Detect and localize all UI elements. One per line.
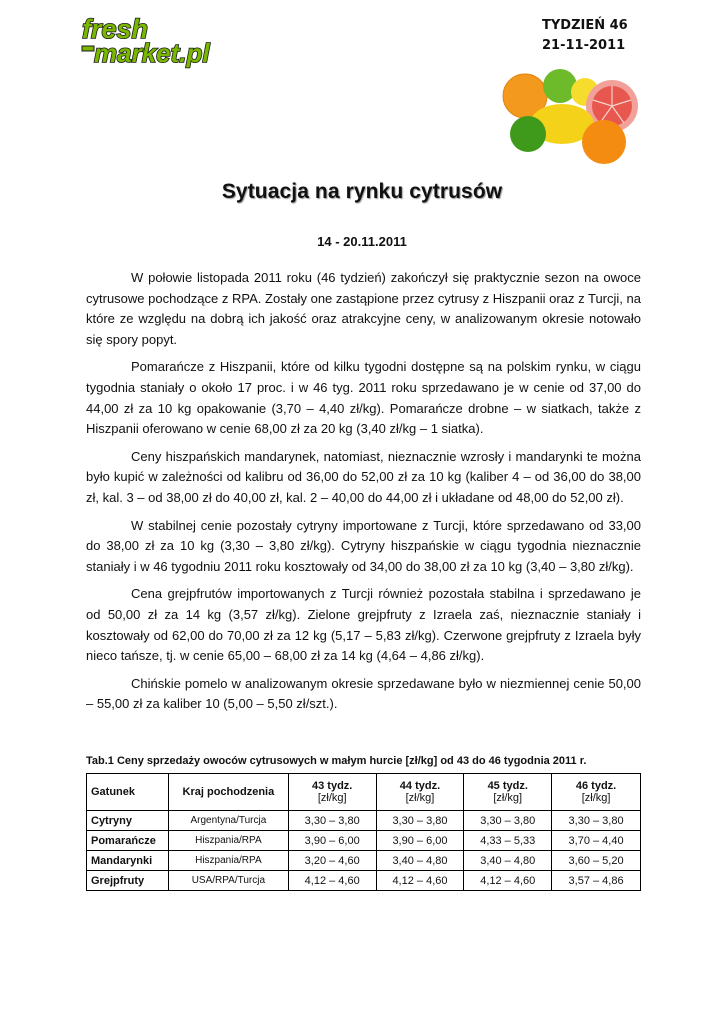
header-week-45: 45 tydz. [zł/kg] bbox=[464, 774, 552, 811]
table-caption: Tab.1 Ceny sprzedaży owoców cytrusowych w małym hurcie [zł/kg] od 43 do 46 tygodnia 2011 r. bbox=[86, 755, 587, 767]
header-week-43: 43 tydz. [zł/kg] bbox=[288, 774, 376, 811]
cell-price: 3,40 – 4,80 bbox=[464, 851, 552, 871]
report-period: 14 - 20.11.2011 bbox=[317, 234, 407, 249]
fresh-market-logo bbox=[80, 14, 230, 70]
logo-text-top: fresh bbox=[82, 14, 149, 44]
week-date: 21-11-2011 bbox=[542, 38, 626, 53]
cell-price: 4,12 – 4,60 bbox=[288, 871, 376, 891]
cell-price: 3,30 – 3,80 bbox=[464, 811, 552, 831]
table-row bbox=[87, 811, 641, 831]
lime-top-icon bbox=[543, 69, 577, 103]
cell-gatunek: Grejpfruty bbox=[87, 871, 169, 891]
cell-gatunek: Pomarańcze bbox=[87, 831, 169, 851]
price-table bbox=[86, 773, 641, 891]
cell-price: 3,20 – 4,60 bbox=[288, 851, 376, 871]
cell-price: 3,30 – 3,80 bbox=[376, 811, 464, 831]
cell-price: 4,12 – 4,60 bbox=[376, 871, 464, 891]
logo-dash bbox=[82, 46, 94, 51]
week-block bbox=[542, 16, 628, 56]
cell-price: 3,90 – 6,00 bbox=[288, 831, 376, 851]
table-row bbox=[87, 851, 641, 871]
cell-price: 3,70 – 4,40 bbox=[552, 831, 641, 851]
table-header-row bbox=[87, 774, 641, 811]
paragraph-2: Pomarańcze z Hiszpanii, które od kilku tygodni dostępne są na polskim rynku, w ciągu tygodnia staniały o około 17 proc. i w 46 tyg. 2011 roku sprzedawano je w cenie od 37,00 do 44,00 zł za 10 kg opakowanie (3,70 – 4,40 zł/kg). Pomarańcze drobne – w siatkach, także z Hiszpanii oferowano w cenie 68,00 zł za 20 kg (3,40 zł/kg – 1 siatka). bbox=[86, 359, 641, 437]
week-label: TYDZIEŃ 46 bbox=[542, 18, 628, 33]
orange-bottom-icon bbox=[582, 120, 626, 164]
header-week-46: 46 tydz. [zł/kg] bbox=[552, 774, 641, 811]
article-body bbox=[86, 268, 641, 722]
header-week-44: 44 tydz. [zł/kg] bbox=[376, 774, 464, 811]
paragraph-4: W stabilnej cenie pozostały cytryny importowane z Turcji, które sprzedawano od 33,00 do 38,00 zł za 10 kg (3,30 – 3,80 zł/kg). Cytryny hiszpańskie w ciągu tygodnia nieznacznie staniały i w 46 tygodniu 2011 roku kosztowały od 34,00 do 38,00 zł za 10 kg (3,40 – 3,80 zł/kg). bbox=[86, 517, 641, 574]
header-kraj: Kraj pochodzenia bbox=[168, 774, 288, 811]
page-title: Sytuacja na rynku cytrusów bbox=[221, 180, 503, 203]
paragraph-1: W połowie listopada 2011 roku (46 tydzień) zakończył się praktycznie sezon na owoce cytrusowe pochodzące z RPA. Zostały one zastąpione przez cytrusy z Hiszpanii oraz z Turcji, na które ze względu na dobrą ich jakość oraz atrakcyjne ceny, w analizowanym okresie notowało się spory popyt. bbox=[86, 270, 641, 347]
lime-bottom-icon bbox=[510, 116, 546, 152]
cell-price: 3,40 – 4,80 bbox=[376, 851, 464, 871]
cell-kraj: Argentyna/Turcja bbox=[168, 811, 288, 831]
citrus-fruit-illustration bbox=[500, 66, 640, 166]
header-gatunek: Gatunek bbox=[87, 774, 169, 811]
paragraph-3: Ceny hiszpańskich mandarynek, natomiast, nieznacznie wzrosły i mandarynki te można było kupić w zależności od kalibru od 36,00 do 52,00 zł za 10 kg (kaliber 4 – od 36,00 do 38,00 zł, kal. 3 – od 38,00 zł do 40,00 zł, kal. 2 – 40,00 do 44,00 zł i układane od 48,00 do 52,00 zł). bbox=[86, 448, 641, 505]
cell-price: 4,12 – 4,60 bbox=[464, 871, 552, 891]
cell-price: 3,90 – 6,00 bbox=[376, 831, 464, 851]
cell-kraj: Hiszpania/RPA bbox=[168, 851, 288, 871]
cell-price: 4,33 – 5,33 bbox=[464, 831, 552, 851]
paragraph-5: Cena grejpfrutów importowanych z Turcji również pozostała stabilna i sprzedawano je od 50,00 zł za 14 kg (3,57 zł/kg). Zielone grejpfruty z Izraela zaś, nieznacznie staniały i kosztowały od 62,00 do 70,00 zł za 12 kg (5,17 – 5,83 zł/kg). Czerwone grejpfruty z Izraela były nieco tańsze, tj. w cenie 65,00 – 68,00 zł za 14 kg (4,64 – 4,86 zł/kg). bbox=[86, 586, 641, 664]
cell-price: 3,60 – 5,20 bbox=[552, 851, 641, 871]
table-row bbox=[87, 871, 641, 891]
cell-gatunek: Mandarynki bbox=[87, 851, 169, 871]
logo-text-bottom: market.pl bbox=[94, 38, 210, 68]
cell-price: 3,30 – 3,80 bbox=[552, 811, 641, 831]
cell-kraj: USA/RPA/Turcja bbox=[168, 871, 288, 891]
table-row bbox=[87, 831, 641, 851]
cell-price: 3,57 – 4,86 bbox=[552, 871, 641, 891]
cell-gatunek: Cytryny bbox=[87, 811, 169, 831]
cell-price: 3,30 – 3,80 bbox=[288, 811, 376, 831]
paragraph-6: Chińskie pomelo w analizowanym okresie sprzedawane było w niezmiennej cenie 50,00 – 55,00 zł za kaliber 10 (5,00 – 5,50 zł/szt.). bbox=[86, 675, 641, 712]
cell-kraj: Hiszpania/RPA bbox=[168, 831, 288, 851]
